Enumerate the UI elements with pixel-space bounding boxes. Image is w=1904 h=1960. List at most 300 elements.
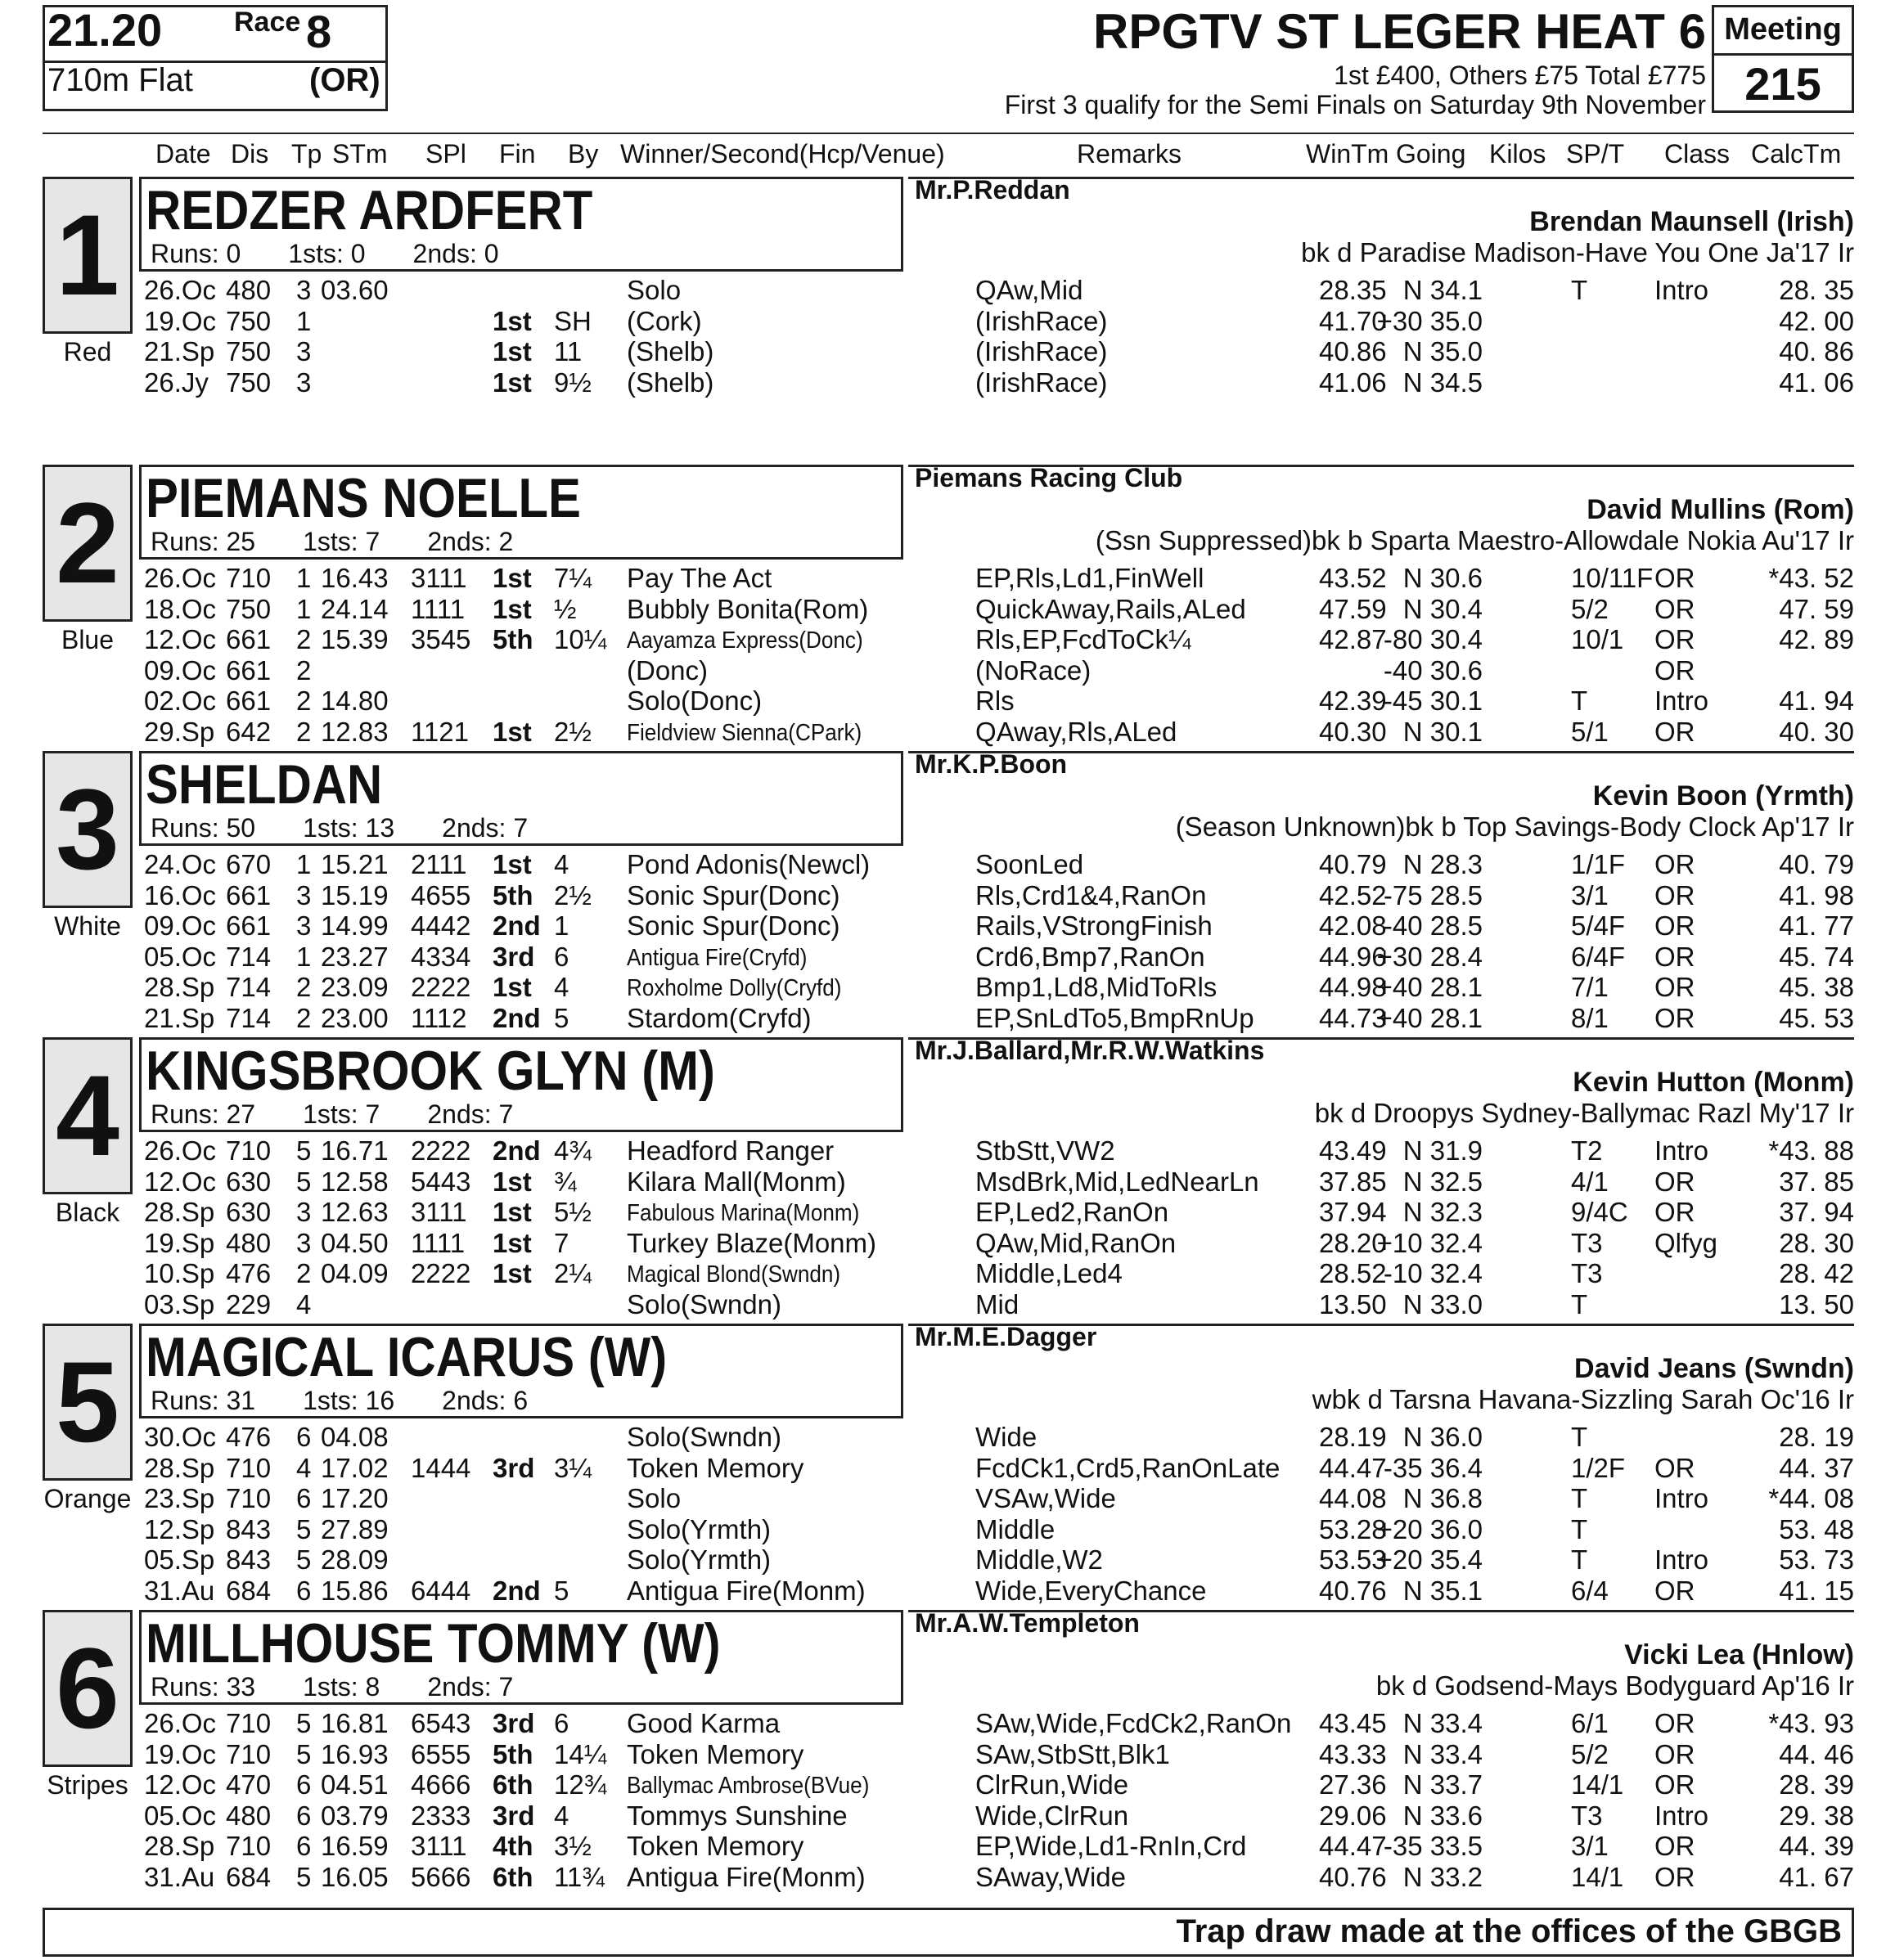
form-stm: 14.80 xyxy=(321,686,389,716)
form-dis: 750 xyxy=(226,336,272,366)
form-class: Intro xyxy=(1654,686,1709,716)
form-remarks: SAway,Wide xyxy=(975,1861,1127,1892)
form-wintm: 40.79 xyxy=(1319,849,1387,879)
form-wintm: 41.06 xyxy=(1319,366,1387,398)
form-calctm: 41. 06 xyxy=(1779,366,1854,398)
form-calctm: 44. 39 xyxy=(1779,1831,1854,1861)
form-winner: Sonic Spur(Donc) xyxy=(627,910,840,941)
form-going-kilos: +40 28.1 xyxy=(1376,972,1483,1002)
form-going-kilos: N 36.8 xyxy=(1402,1483,1483,1513)
form-dis: 476 xyxy=(226,1258,272,1288)
form-going-kilos: N 33.6 xyxy=(1402,1800,1483,1831)
form-remarks: Middle,W2 xyxy=(975,1544,1103,1575)
col-date: Date xyxy=(155,139,211,169)
form-by: 2¼ xyxy=(554,1258,592,1288)
form-tp: 5 xyxy=(296,1135,312,1166)
form-wintm: 27.36 xyxy=(1319,1769,1387,1800)
form-dis: 843 xyxy=(226,1544,272,1575)
form-row xyxy=(43,880,1854,911)
form-tp: 6 xyxy=(296,1422,312,1452)
form-spt: 1/1F xyxy=(1571,849,1626,879)
form-winner: Turkey Blaze(Monm) xyxy=(627,1227,877,1258)
form-by: 6 xyxy=(554,1708,569,1738)
form-going-kilos: N 34.5 xyxy=(1402,366,1483,398)
form-calctm: 13. 50 xyxy=(1779,1288,1854,1319)
form-remarks: Rls,Crd1&4,RanOn xyxy=(975,879,1207,910)
form-remarks: Middle xyxy=(975,1513,1056,1544)
form-remarks: QAw,Mid,RanOn xyxy=(975,1227,1177,1258)
form-tp: 1 xyxy=(296,941,312,972)
form-spl: 4655 xyxy=(411,879,471,910)
form-fin: 5th xyxy=(493,1738,533,1769)
form-row xyxy=(43,1708,1854,1739)
form-stm: 04.50 xyxy=(321,1227,389,1258)
form-fin: 3rd xyxy=(493,1708,535,1738)
form-going-kilos: N 32.5 xyxy=(1402,1166,1483,1197)
form-winner: Bubbly Bonita(Rom) xyxy=(627,593,869,624)
form-stm: 16.59 xyxy=(321,1831,389,1861)
form-date: 26.Oc xyxy=(144,1135,217,1166)
form-tp: 3 xyxy=(296,1227,312,1258)
form-row xyxy=(43,275,1854,306)
form-date: 02.Oc xyxy=(144,686,217,716)
form-remarks: QAway,Rls,ALed xyxy=(975,716,1177,747)
form-wintm: 53.53 xyxy=(1319,1544,1387,1575)
form-calctm: 41. 94 xyxy=(1779,686,1854,716)
firsts-count: 1sts: 16 xyxy=(303,1386,395,1415)
form-wintm: 43.49 xyxy=(1319,1135,1387,1166)
form-date: 05.Oc xyxy=(144,941,217,972)
form-date: 10.Sp xyxy=(144,1258,215,1288)
firsts-count: 1sts: 8 xyxy=(303,1672,380,1702)
form-dis: 750 xyxy=(226,305,272,336)
form-remarks: EP,Rls,Ld1,FinWell xyxy=(975,563,1204,593)
form-tp: 2 xyxy=(296,1002,312,1033)
form-spt: 5/2 xyxy=(1571,593,1609,624)
trap-number: 2 xyxy=(43,465,133,622)
form-tp: 1 xyxy=(296,593,312,624)
form-wintm: 40.76 xyxy=(1319,1861,1387,1892)
form-tp: 3 xyxy=(296,366,312,398)
form-stm: 16.81 xyxy=(321,1708,389,1738)
form-date: 26.Oc xyxy=(144,275,217,305)
form-dis: 843 xyxy=(226,1513,272,1544)
trainer: David Jeans (Swndn) xyxy=(1574,1353,1854,1384)
form-fin: 2nd xyxy=(493,910,541,941)
form-by: 5 xyxy=(554,1575,569,1606)
col-by: By xyxy=(568,139,599,169)
form-stm: 17.20 xyxy=(321,1483,389,1513)
form-going-kilos: N 30.6 xyxy=(1402,563,1483,593)
seconds-count: 2nds: 7 xyxy=(427,1099,514,1129)
form-spl: 2222 xyxy=(411,1258,471,1288)
form-going-kilos: -45 30.1 xyxy=(1383,686,1483,716)
form-row xyxy=(43,849,1854,880)
runner-stats xyxy=(151,527,513,557)
form-fin: 1st xyxy=(493,563,532,593)
trainer: Kevin Hutton (Monm) xyxy=(1573,1067,1854,1098)
form-class: OR xyxy=(1654,654,1695,686)
form-tp: 4 xyxy=(296,1288,312,1319)
form-by: 4 xyxy=(554,972,569,1002)
form-going-kilos: N 28.3 xyxy=(1402,849,1483,879)
form-tp: 2 xyxy=(296,972,312,1002)
form-wintm: 44.98 xyxy=(1319,972,1387,1002)
form-wintm: 28.20 xyxy=(1319,1227,1387,1258)
runs-count: Runs: 25 xyxy=(151,527,256,556)
form-row xyxy=(43,1228,1854,1259)
form-spt: T3 xyxy=(1571,1800,1603,1831)
form-calctm: 41. 67 xyxy=(1779,1861,1854,1892)
form-by: 1 xyxy=(554,910,569,941)
form-winner: Good Karma xyxy=(627,1708,781,1738)
form-winner: (Shelb) xyxy=(627,366,714,398)
form-spl: 3111 xyxy=(411,1197,467,1227)
form-winner: (Shelb) xyxy=(627,336,714,366)
form-spt: 6/4 xyxy=(1571,1575,1609,1606)
form-going-kilos: +20 36.0 xyxy=(1376,1513,1483,1544)
form-going-kilos: N 33.4 xyxy=(1402,1708,1483,1738)
form-tp: 6 xyxy=(296,1800,312,1831)
form-calctm: 28. 42 xyxy=(1779,1258,1854,1288)
form-spl: 2222 xyxy=(411,972,471,1002)
form-row xyxy=(43,1739,1854,1770)
form-class: Intro xyxy=(1654,1135,1709,1166)
form-remarks: Bmp1,Ld8,MidToRls xyxy=(975,972,1218,1002)
form-class: OR xyxy=(1654,972,1695,1002)
form-winner: Solo(Donc) xyxy=(627,686,763,716)
race-grade: (OR) xyxy=(309,62,380,98)
form-winner: Sonic Spur(Donc) xyxy=(627,879,840,910)
form-fin: 1st xyxy=(493,849,532,879)
form-class: OR xyxy=(1654,910,1695,941)
form-spt: 9/4C xyxy=(1571,1197,1628,1227)
form-date: 21.Sp xyxy=(144,336,215,366)
form-class: OR xyxy=(1654,1769,1695,1800)
form-wintm: 42.87 xyxy=(1319,624,1387,654)
form-stm: 27.89 xyxy=(321,1513,389,1544)
form-by: 2½ xyxy=(554,716,592,747)
form-fin: 2nd xyxy=(493,1135,541,1166)
form-date: 28.Sp xyxy=(144,1452,215,1483)
form-by: 10¼ xyxy=(554,624,607,654)
breeding: bk d Godsend-Mays Bodyguard Ap'16 Ir xyxy=(1375,1670,1854,1701)
runner-name: MAGICAL ICARUS (W) xyxy=(146,1326,668,1388)
form-dis: 750 xyxy=(226,366,272,398)
form-date: 12.Oc xyxy=(144,624,217,654)
form-fin: 2nd xyxy=(493,1575,541,1606)
trap-colour: White xyxy=(54,911,121,941)
form-going-kilos: N 33.2 xyxy=(1402,1861,1483,1892)
form-row xyxy=(43,624,1854,655)
form-dis: 480 xyxy=(226,275,272,305)
form-fin: 2nd xyxy=(493,1002,541,1033)
breeding: wbk d Tarsna Havana-Sizzling Sarah Oc'16 Ir xyxy=(1312,1384,1854,1414)
form-fin: 6th xyxy=(493,1861,533,1892)
seconds-count: 2nds: 7 xyxy=(427,1672,514,1702)
form-stm: 04.09 xyxy=(321,1258,389,1288)
owner: Piemans Racing Club xyxy=(915,463,1183,492)
owner: Mr.P.Reddan xyxy=(915,175,1070,205)
form-stm: 23.09 xyxy=(321,972,389,1002)
form-remarks: SAw,Wide,FcdCk2,RanOn xyxy=(975,1708,1292,1738)
form-spt: T xyxy=(1571,1422,1588,1452)
form-dis: 710 xyxy=(226,563,272,593)
owner: Mr.M.E.Dagger xyxy=(915,1322,1097,1351)
form-fin: 1st xyxy=(493,1166,532,1197)
form-remarks: EP,Wide,Ld1-RnIn,Crd xyxy=(975,1831,1247,1861)
form-class: OR xyxy=(1654,1738,1695,1769)
form-dis: 714 xyxy=(226,1002,272,1033)
form-class: OR xyxy=(1654,716,1695,747)
form-tp: 3 xyxy=(296,879,312,910)
form-date: 28.Sp xyxy=(144,1197,215,1227)
form-row xyxy=(43,1003,1854,1034)
runs-count: Runs: 0 xyxy=(151,239,241,268)
form-going-kilos: -35 36.4 xyxy=(1383,1452,1483,1483)
form-remarks: SoonLed xyxy=(975,849,1084,879)
form-remarks: Mid xyxy=(975,1288,1020,1319)
form-winner: Token Memory xyxy=(627,1738,804,1769)
form-wintm: 37.94 xyxy=(1319,1197,1387,1227)
form-winner: Solo(Yrmth) xyxy=(627,1513,772,1544)
form-calctm: 44. 37 xyxy=(1779,1452,1854,1483)
form-remarks: VSAw,Wide xyxy=(975,1483,1116,1513)
form-dis: 670 xyxy=(226,849,272,879)
form-calctm: 53. 48 xyxy=(1779,1513,1854,1544)
runner-name: PIEMANS NOELLE xyxy=(146,467,581,529)
form-winner: Stardom(Cryfd) xyxy=(627,1002,812,1033)
form-dis: 661 xyxy=(226,879,272,910)
form-going-kilos: N 36.0 xyxy=(1402,1422,1483,1452)
prize-money: 1st £400, Others £75 Total £775 xyxy=(1334,61,1706,90)
form-remarks: (IrishRace) xyxy=(975,336,1108,366)
form-dis: 480 xyxy=(226,1227,272,1258)
runs-count: Runs: 33 xyxy=(151,1672,256,1702)
trap-colour: Red xyxy=(63,337,112,366)
form-class: OR xyxy=(1654,1452,1695,1483)
form-spl: 5666 xyxy=(411,1861,471,1892)
form-calctm: 41. 98 xyxy=(1779,879,1854,910)
form-wintm: 43.33 xyxy=(1319,1738,1387,1769)
firsts-count: 1sts: 13 xyxy=(303,813,395,843)
form-winner: Solo xyxy=(627,275,682,305)
owner: Mr.A.W.Templeton xyxy=(915,1608,1140,1638)
form-wintm: 40.76 xyxy=(1319,1575,1387,1606)
form-wintm: 13.50 xyxy=(1319,1288,1387,1319)
form-remarks: EP,SnLdTo5,BmpRnUp xyxy=(975,1002,1254,1033)
form-going-kilos: +40 28.1 xyxy=(1376,1002,1483,1033)
form-class: OR xyxy=(1654,849,1695,879)
form-date: 05.Sp xyxy=(144,1544,215,1575)
form-calctm: 37. 94 xyxy=(1779,1197,1854,1227)
form-by: SH xyxy=(554,305,592,336)
form-spt: T xyxy=(1571,1544,1588,1575)
trap-colour: Orange xyxy=(43,1484,132,1513)
form-going-kilos: -40 30.6 xyxy=(1383,654,1483,686)
form-class: Intro xyxy=(1654,1800,1709,1831)
form-dis: 684 xyxy=(226,1861,272,1892)
form-wintm: 41.70 xyxy=(1319,305,1387,336)
form-going-kilos: -10 32.4 xyxy=(1383,1258,1483,1288)
form-stm: 16.93 xyxy=(321,1738,389,1769)
form-remarks: QuickAway,Rails,ALed xyxy=(975,593,1246,624)
form-fin: 4th xyxy=(493,1831,533,1861)
trap-colour: Stripes xyxy=(47,1770,128,1800)
runner-name: SHELDAN xyxy=(146,753,383,816)
form-date: 28.Sp xyxy=(144,972,215,1002)
form-date: 03.Sp xyxy=(144,1288,215,1319)
form-wintm: 44.73 xyxy=(1319,1002,1387,1033)
form-calctm: 47. 59 xyxy=(1779,593,1854,624)
form-row xyxy=(43,1514,1854,1545)
form-calctm: 45. 38 xyxy=(1779,972,1854,1002)
form-going-kilos: +10 32.4 xyxy=(1376,1227,1483,1258)
form-winner: Solo(Swndn) xyxy=(627,1422,781,1452)
form-spl: 1121 xyxy=(411,716,469,747)
form-by: 9½ xyxy=(554,366,592,398)
form-wintm: 42.08 xyxy=(1319,910,1387,941)
form-stm: 15.39 xyxy=(321,624,389,654)
runner-block xyxy=(43,177,1854,463)
col-fin: Fin xyxy=(499,139,536,169)
form-going-kilos: N 35.0 xyxy=(1402,336,1483,366)
form-remarks: QAw,Mid xyxy=(975,275,1083,305)
form-dis: 476 xyxy=(226,1422,272,1452)
form-remarks: (IrishRace) xyxy=(975,366,1108,398)
form-winner: Headford Ranger xyxy=(627,1135,835,1166)
owner: Mr.K.P.Boon xyxy=(915,749,1068,779)
header-divider xyxy=(43,133,1854,134)
form-going-kilos: +30 35.0 xyxy=(1376,305,1483,336)
form-dis: 710 xyxy=(226,1452,272,1483)
form-wintm: 29.06 xyxy=(1319,1800,1387,1831)
form-row xyxy=(43,1422,1854,1453)
form-stm: 15.21 xyxy=(321,849,389,879)
form-winner: Antigua Fire(Cryfd) xyxy=(627,944,808,971)
form-row xyxy=(43,1862,1854,1893)
form-fin: 1st xyxy=(493,716,532,747)
form-date: 26.Oc xyxy=(144,563,217,593)
form-class: Intro xyxy=(1654,275,1709,305)
runs-count: Runs: 31 xyxy=(151,1386,256,1415)
form-wintm: 53.28 xyxy=(1319,1513,1387,1544)
form-fin: 1st xyxy=(493,1227,532,1258)
form-spt: 4/1 xyxy=(1571,1166,1609,1197)
race-title: RPGTV ST LEGER HEAT 6 xyxy=(1093,4,1706,59)
form-by: 4 xyxy=(554,849,569,879)
form-remarks: Wide xyxy=(975,1422,1038,1452)
form-spl: 1112 xyxy=(411,1002,467,1033)
form-row xyxy=(43,1453,1854,1484)
form-calctm: 42. 89 xyxy=(1779,624,1854,654)
form-spt: T xyxy=(1571,686,1588,716)
form-date: 18.Oc xyxy=(144,593,217,624)
meeting-number: 215 xyxy=(1744,58,1821,110)
form-spl: 6543 xyxy=(411,1708,471,1738)
form-wintm: 44.47 xyxy=(1319,1452,1387,1483)
form-going-kilos: N 30.1 xyxy=(1402,716,1483,747)
form-remarks: Rls xyxy=(975,686,1015,716)
form-dis: 229 xyxy=(226,1288,272,1319)
form-calctm: *44. 08 xyxy=(1768,1483,1854,1513)
form-dis: 710 xyxy=(226,1135,272,1166)
form-remarks: Middle,Led4 xyxy=(975,1258,1123,1288)
form-stm: 24.14 xyxy=(321,593,389,624)
form-class: OR xyxy=(1654,879,1695,910)
form-spt: 6/1 xyxy=(1571,1708,1609,1738)
form-spt: T xyxy=(1571,1288,1588,1319)
form-class: OR xyxy=(1654,593,1695,624)
form-dis: 480 xyxy=(226,1800,272,1831)
form-going-kilos: N 33.0 xyxy=(1402,1288,1483,1319)
form-calctm: 42. 00 xyxy=(1779,305,1854,336)
form-winner: (Donc) xyxy=(627,654,709,686)
form-going-kilos: N 32.3 xyxy=(1402,1197,1483,1227)
form-going-kilos: -40 28.5 xyxy=(1383,910,1483,941)
form-date: 26.Oc xyxy=(144,1708,217,1738)
form-remarks: Rls,EP,FcdToCk¼ xyxy=(975,624,1191,654)
form-by: ¾ xyxy=(554,1166,577,1197)
form-row xyxy=(43,594,1854,625)
form-fin: 1st xyxy=(493,336,532,366)
owner: Mr.J.Ballard,Mr.R.W.Watkins xyxy=(915,1036,1265,1065)
form-tp: 2 xyxy=(296,624,312,654)
form-spl: 1444 xyxy=(411,1452,471,1483)
form-stm: 15.86 xyxy=(321,1575,389,1606)
col-stm: STm xyxy=(332,139,388,169)
form-winner: Fieldview Sienna(CPark) xyxy=(627,719,862,746)
form-spt: 1/2F xyxy=(1571,1452,1626,1483)
form-wintm: 44.47 xyxy=(1319,1831,1387,1861)
form-tp: 2 xyxy=(296,654,312,686)
col-spt: SP/T xyxy=(1566,139,1625,169)
col-remarks: Remarks xyxy=(1077,139,1182,169)
form-tp: 4 xyxy=(296,1452,312,1483)
trap-number: 1 xyxy=(43,177,133,334)
form-spt: 3/1 xyxy=(1571,1831,1609,1861)
form-fin: 1st xyxy=(493,305,532,336)
form-spt: T2 xyxy=(1571,1135,1603,1166)
form-dis: 642 xyxy=(226,716,272,747)
form-fin: 1st xyxy=(493,593,532,624)
form-winner: Solo(Swndn) xyxy=(627,1288,781,1319)
form-by: 12¾ xyxy=(554,1769,607,1800)
form-row xyxy=(43,1769,1854,1800)
form-calctm: 37. 85 xyxy=(1779,1166,1854,1197)
form-tp: 5 xyxy=(296,1738,312,1769)
meeting-box xyxy=(1712,5,1854,113)
form-winner: Roxholme Dolly(Cryfd) xyxy=(627,975,842,1001)
form-remarks: Rails,VStrongFinish xyxy=(975,910,1213,941)
runner-stats xyxy=(151,1099,513,1130)
form-class: OR xyxy=(1654,1002,1695,1033)
form-row xyxy=(43,1831,1854,1862)
form-dis: 630 xyxy=(226,1197,272,1227)
form-wintm: 43.45 xyxy=(1319,1708,1387,1738)
form-remarks: Wide,EveryChance xyxy=(975,1575,1207,1606)
form-calctm: 28. 39 xyxy=(1779,1769,1854,1800)
form-class: OR xyxy=(1654,941,1695,972)
breeding: (Ssn Suppressed)bk b Sparta Maestro-Allowdale Nokia Au'17 Ir xyxy=(1095,525,1854,555)
form-tp: 6 xyxy=(296,1575,312,1606)
form-remarks: MsdBrk,Mid,LedNearLn xyxy=(975,1166,1259,1197)
form-stm: 04.08 xyxy=(321,1422,389,1452)
form-row xyxy=(43,1289,1854,1320)
form-class: OR xyxy=(1654,563,1695,593)
form-spt: T3 xyxy=(1571,1227,1603,1258)
form-calctm: 40. 86 xyxy=(1779,336,1854,366)
